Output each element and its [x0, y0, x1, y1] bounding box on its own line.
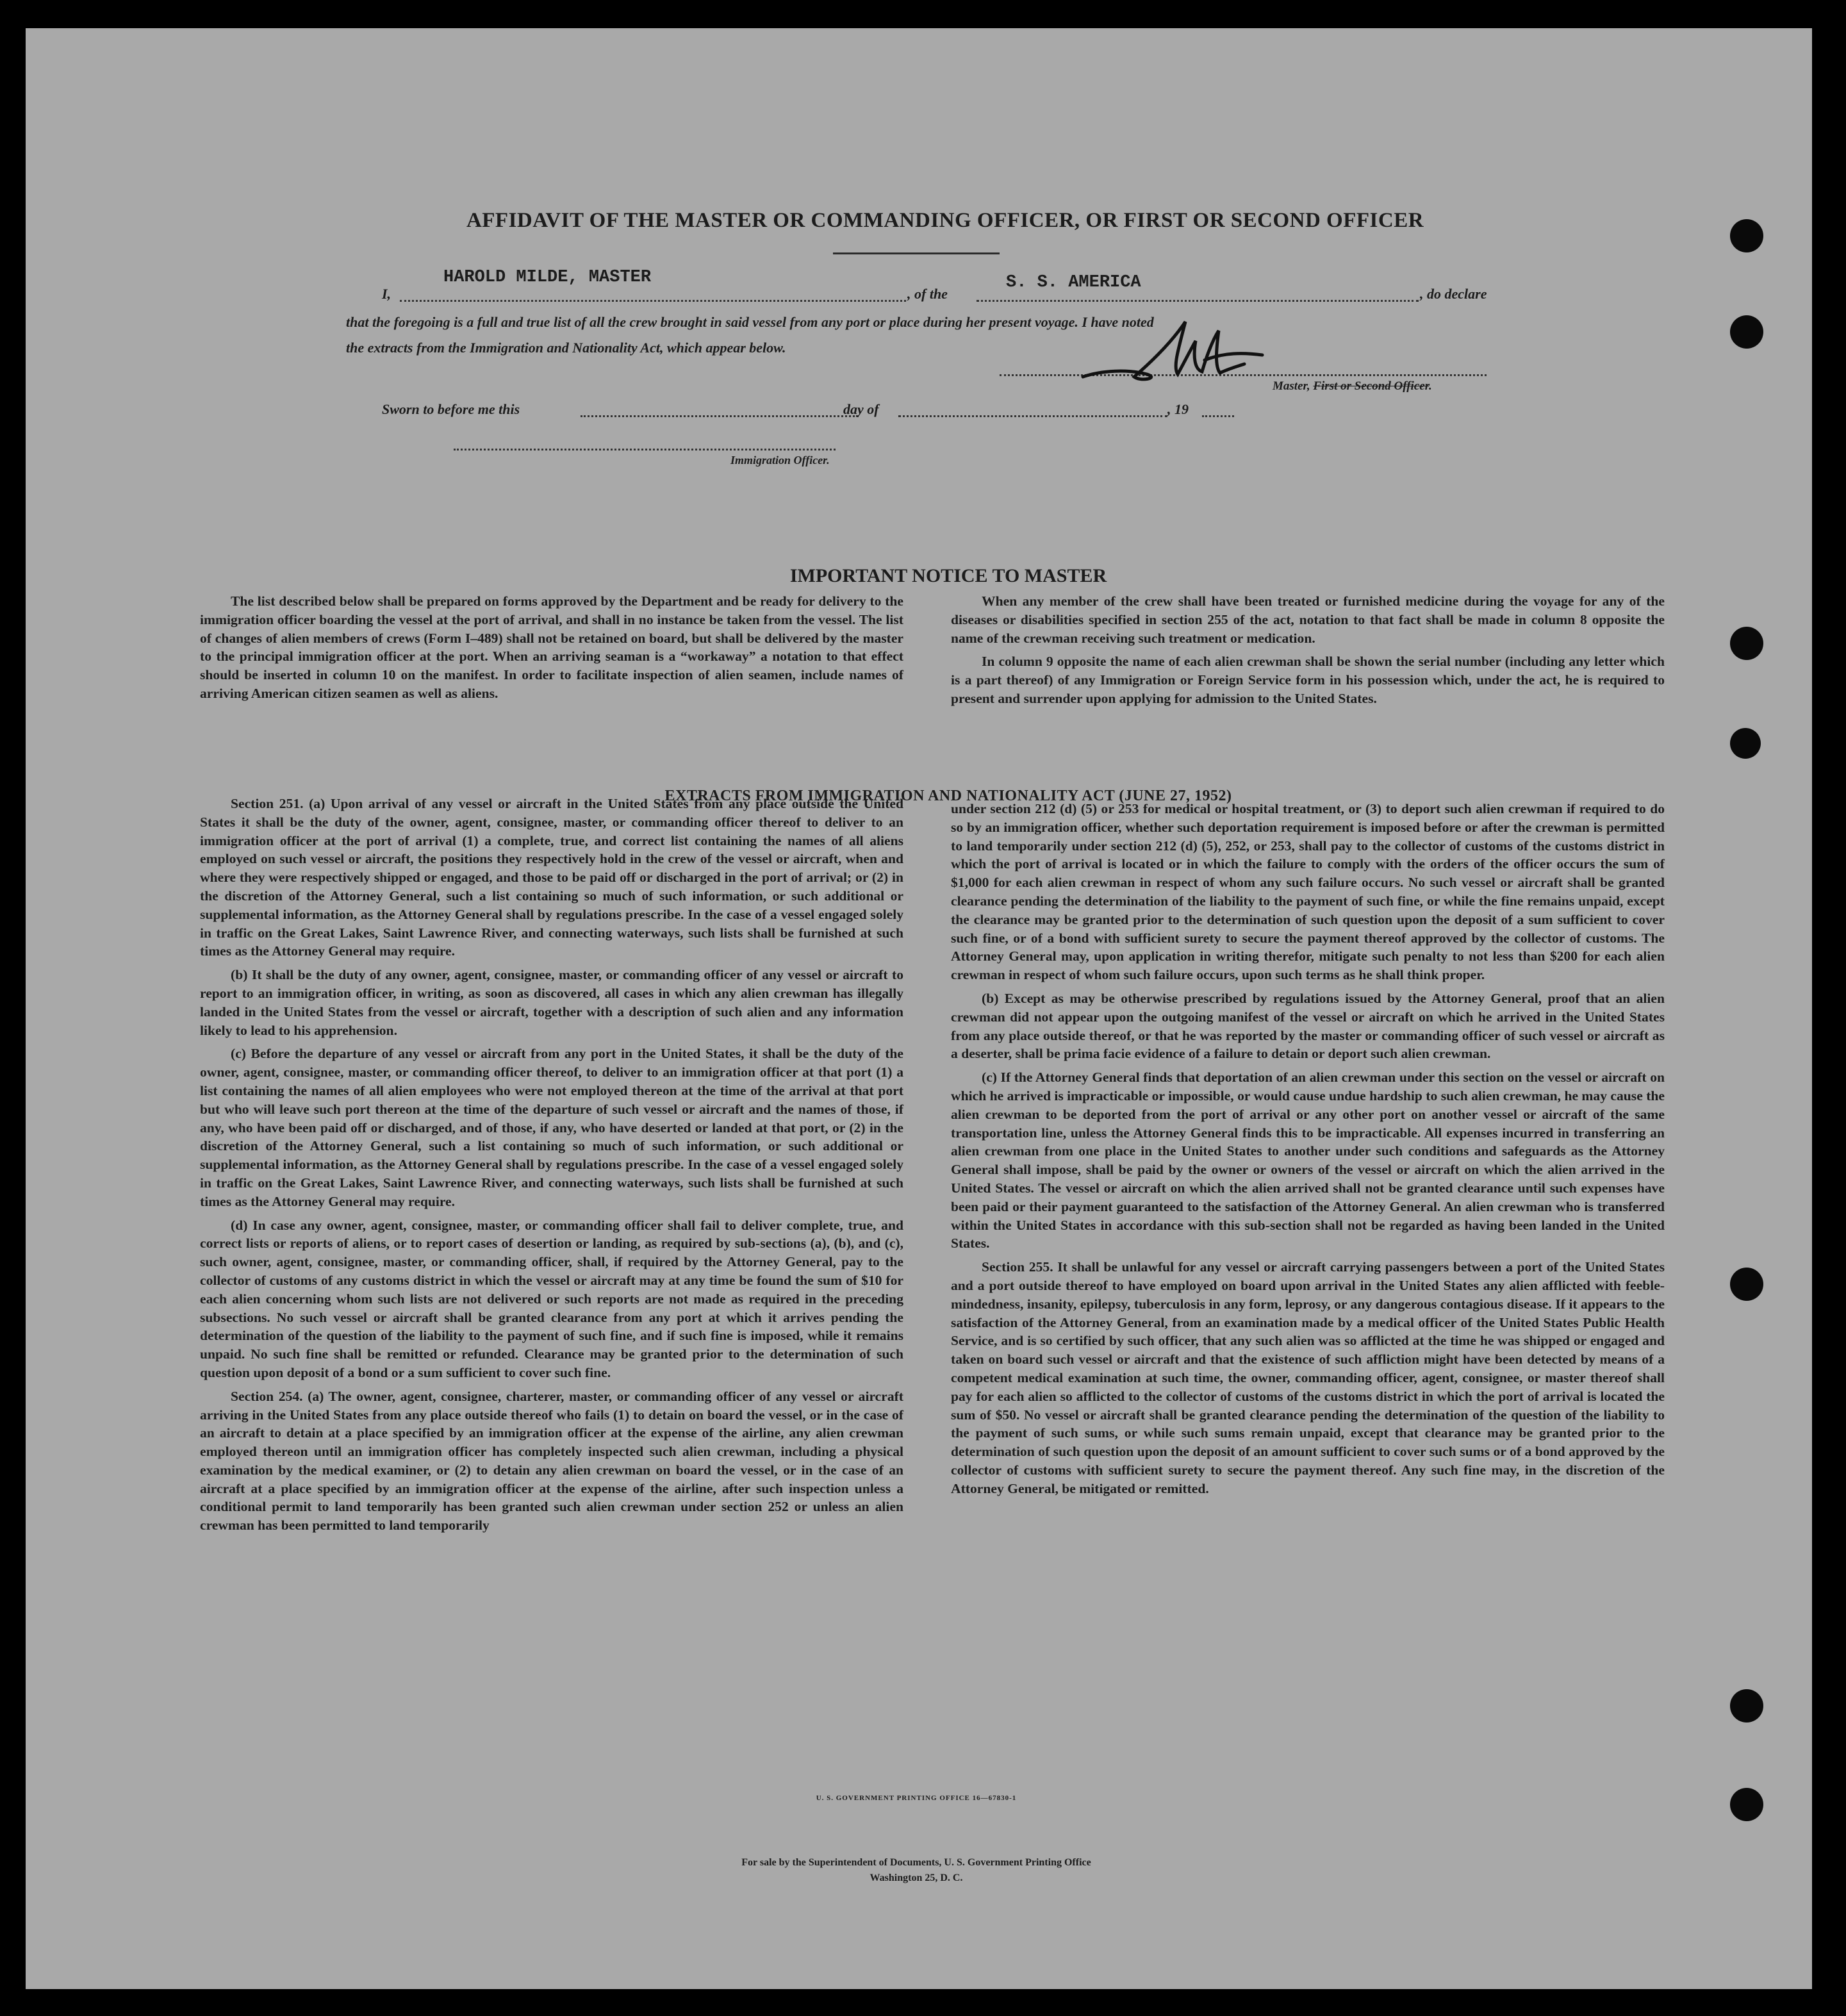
section-251-a: Section 251. (a) Upon arrival of any vessel or aircraft in the United States from any place outside the United States it shall be the duty of the owner, agent, consignee, master, or commanding officer thereof to deliver to an immigration officer at the port of arrival (1) a complete, true, and correct list containing the names of all aliens employed on such vessel or aircraft, the positions they respectively hold in the crew of the vessel or aircraft, when and where they were respectively shipped or engaged, and those to be paid off or discharged in the port of arrival; or (2) in the discretion of the Attorney General, such a list containing so much of such information, or such additional or supplemental information, as the Attorney General shall by regulations prescribe. In the case of a vessel engaged solely in traffic on the Great Lakes, Saint Lawrence River, and connecting waterways, such lists shall be furnished at such times as the Attorney General may require.	[200, 796, 903, 959]
punch-hole	[1730, 728, 1761, 759]
sale-line-2: Washington 25, D. C.	[869, 1872, 963, 1883]
section-254-a-continued: under section 212 (d) (5) or 253 for medical or hospital treatment, or (3) to deport such alien crewman if required to do so by an immigration officer, whether such deportation requirement is imposed before or after the crewman is permitted to land temporarily under section 212 (d) (5), 252, or 253, shall pay to the collector of customs of the customs district in which the port of arrival is located or in which the failure to comply with the orders of the officer occurs the sum of $1,000 for each alien crewman in respect of whom any such failure occurs. No such vessel or aircraft shall be granted clearance pending the determination of the liability to the payment of such fine, or while the fine remains unpaid, except the clearance may be granted prior to the determination of such question upon the deposit of a sum sufficient to cover such fine, or of a bond with sufficient surety to secure the payment thereof approved by the collector of customs. The Attorney General may, upon application in writing therefor, mitigate such penalty to not less than $200 for each alien crewman in respect of whom such failure occurs, upon such terms as he shall think proper.	[951, 801, 1665, 983]
i-label: I,	[382, 286, 391, 302]
punch-hole	[1730, 627, 1763, 660]
section-251-d: (d) In case any owner, agent, consignee, master, or commanding officer shall fail to deliver complete, true, and correct lists or reports of aliens, or to report cases of desertion or landing, as required by sub-sections (a), (b), and (c), such owner, agent, consignee, master, or commanding officer, shall, if required by the Attorney General, pay to the collector of customs of any customs district in which the vessel or aircraft may at any time be found the sum of $10 for each alien concerning whom such lists are not delivered or such reports are not made as required in the preceding subsections. No such vessel or aircraft shall be granted clearance from any port at which it arrives pending the determination of the question of the liability to the payment of such fine, and if such fine is imposed, while it remains unpaid. No such fine shall be remitted or refunded. Clearance may be granted prior to the determination of such question upon deposit of a bond or a sum sufficient to cover such fine.	[200, 1217, 903, 1380]
section-254-c: (c) If the Attorney General finds that deportation of an alien crewman under this section on the vessel or aircraft on which he arrived is impracticable or impossible, or would cause undue hardship to such alien crewman, he may cause the alien crewman to be deported from the port of arrival or any other port on another vessel or aircraft of the same transportation line, unless the Attorney General finds this to be impracticable. All expenses incurred in transferring an alien crewman from one place in the United States to another under such conditions and safeguards as the Attorney General shall impose, shall be paid by the owner or owners of the vessel or aircraft on which the alien arrived in the United States. The vessel or aircraft on which the alien arrived shall not be granted clearance until such expenses have been paid or their payment guaranteed to the satisfaction of the Attorney General. An alien crewman who is transferred within the United States in accordance with this sub-section shall not be regarded as having been landed in the United States.	[951, 1070, 1665, 1252]
sale-line-1: For sale by the Superintendent of Documents, U. S. Government Printing Office	[741, 1857, 1091, 1868]
of-the-label: , of the	[907, 286, 948, 302]
sworn-day-line	[581, 415, 859, 417]
affidavit-body-line2: the extracts from the Immigration and Nationality Act, which appear below.	[346, 340, 786, 356]
caption-end: .	[1429, 379, 1432, 393]
affidavit-title: AFFIDAVIT OF THE MASTER OR COMMANDING OFFICER, OR FIRST OR SECOND OFFICER	[466, 209, 1424, 232]
section-251-c: (c) Before the departure of any vessel or aircraft from any port in the United States, it shall be the duty of the owner, agent, consignee, master, or commanding officer thereof, to deliver to an immigration officer at that port (1) a list containing the names of all alien employees who were not employed thereon at the time of the arrival at that port but who will leave such port thereon at the time of the departure of such vessel or aircraft and the names of those, if any, who have been paid off or discharged, and of those, if any, who have deserted or landed at that port, or (2) in the discretion of the Attorney General, such a list containing so much of such information, or such additional or supplemental information, as the Attorney General shall by regulations prescribe. In the case of a vessel engaged solely in traffic on the Great Lakes, Saint Lawrence River, and connecting waterways, such lists shall be furnished at such times as the Attorney General may require.	[200, 1046, 903, 1209]
punch-hole	[1730, 1689, 1763, 1723]
section-251-b: (b) It shall be the duty of any owner, agent, consignee, master, or commanding officer of any vessel or aircraft to report to an immigration officer, in writing, as soon as discovered, all cases in which any alien crewman has illegally landed in the United States from the vessel or aircraft, together with a description of such alien and any information likely to lead to his apprehension.	[200, 967, 903, 1038]
struck-caption: First or Second Officer	[1313, 379, 1430, 393]
printing-office-code: U. S. GOVERNMENT PRINTING OFFICE 16—67830-1	[816, 1794, 1017, 1802]
master-caption	[1273, 379, 1432, 393]
document-sheet	[26, 28, 1812, 1989]
day-of-label: day of	[843, 401, 879, 417]
section-254-b: (b) Except as may be otherwise prescribed by regulations issued by the Attorney General, proof that an alien crewman did not appear upon the outgoing manifest of the vessel or aircraft on which he arrived in the United States from any place outside thereof, or that he was reported by the master or commanding officer of such vessel or aircraft as a deserter, shall be prima facie evidence of a failure to detain or deport such alien crewman.	[951, 990, 1665, 1062]
extracts-title: EXTRACTS FROM IMMIGRATION AND NATIONALITY ACT (JUNE 27, 1952)	[664, 788, 1232, 804]
affidavit-body-line1: that the foregoing is a full and true list of all the crew brought in said vessel from any port or place during her present voyage. I have noted	[346, 314, 1154, 330]
year-label: , 19	[1167, 401, 1189, 417]
extracts-left-column	[200, 795, 903, 1540]
sworn-year-line	[1202, 415, 1234, 417]
punch-hole	[1730, 1788, 1763, 1821]
sworn-month-line	[898, 415, 1167, 417]
master-signature	[1076, 315, 1269, 392]
punch-hole	[1730, 315, 1763, 349]
title-underline	[833, 252, 1000, 254]
notice-right-paragraph-1: When any member of the crew shall have been treated or furnished medicine during the voyage for any of the diseases or disabilities specified in section 255 of the act, notation to that fact shall be made in column 8 opposite the name of the crewman receiving such treatment or medication.	[951, 593, 1665, 646]
master-name-line	[400, 300, 906, 302]
notice-right-paragraph-2: In column 9 opposite the name of each alien crewman shall be shown the serial number (including any letter which is a part thereof) of any Immigration or Foreign Service form in his possession which, under the act, he is required to present and surrender upon applying for admission to the United States.	[951, 654, 1665, 706]
notice-left-column	[200, 592, 903, 708]
vessel-name: S. S. AMERICA	[1006, 273, 1141, 292]
section-255: Section 255. It shall be unlawful for any vessel or aircraft carrying passengers between a port of the United States and a port outside thereof to have employed on board upon arrival in the United States any alien afflicted with feeble-mindedness, insanity, epilepsy, tuberculosis in any form, leprosy, or any dangerous contagious disease. If it appears to the satisfaction of the Attorney General, from an examination made by a medical officer of the United States Public Health Service, and is so certified by such officer, that any such alien was so afflicted at the time he was shipped or engaged and taken on board such vessel or aircraft and that the existence of such affliction might have been detected by means of a competent medical examination at such time, the owner, commanding officer, agent, consignee, or master thereof shall pay for each alien so afflicted to the collector of customs of the customs district in which the port of arrival is located the sum of $50. No vessel or aircraft shall be granted clearance pending the determination of the question of the liability to the payment of such sums, or while such sums remain unpaid, except that clearance may be granted prior to the determination of such question upon the deposit of an amount sufficient to cover such sums or of a bond approved by the collector of customs with sufficient surety to secure the payment thereof. Any such fine may, in the discretion of the Attorney General, be mitigated or remitted.	[951, 1259, 1665, 1496]
punch-hole	[1730, 1268, 1763, 1301]
master-name: HAROLD MILDE, MASTER	[443, 268, 652, 287]
notice-left-paragraph: The list described below shall be prepared on forms approved by the Department and be ready for delivery to the immigration officer boarding the vessel at the port of arrival, and shall in no instance be taken from the vessel. The list of changes of alien members of crews (Form I–489) shall not be retained on board, but shall be delivered by the master to the principal immigration officer at the port. When an arriving seaman is a “workaway” a notation to that effect should be inserted in column 10 on the manifest. In order to facilitate inspection of alien seamen, include names of arriving American citizen seamen as well as aliens.	[200, 593, 903, 701]
section-254-a: Section 254. (a) The owner, agent, consignee, charterer, master, or commanding officer of any vessel or aircraft arriving in the United States from any place outside thereof who fails (1) to detain on board the vessel, or in the case of an aircraft to detain at a place specified by an immigration officer at the expense of the airline, any alien crewman employed thereon until an immigration officer has completely inspected such alien crewman, including a physical examination by the medical examiner, or (2) to detain any alien crewman on board the vessel, or in the case of an aircraft at a place specified by an immigration officer at the expense of the airline, after such inspection unless a conditional permit to land temporarily has been granted such alien crewman under section 252 or unless an alien crewman has been permitted to land temporarily	[200, 1388, 903, 1533]
notice-right-column	[951, 592, 1665, 713]
immigration-officer-line	[454, 449, 836, 450]
vessel-name-line	[977, 300, 1419, 302]
extracts-right-column	[951, 800, 1665, 1503]
notice-title: IMPORTANT NOTICE TO MASTER	[789, 565, 1107, 586]
sworn-label: Sworn to before me this	[382, 401, 520, 417]
punch-hole	[1730, 219, 1763, 252]
master-caption-text: Master,	[1273, 379, 1310, 393]
immigration-officer-caption: Immigration Officer.	[730, 454, 830, 467]
do-declare-label: , do declare	[1420, 286, 1487, 302]
